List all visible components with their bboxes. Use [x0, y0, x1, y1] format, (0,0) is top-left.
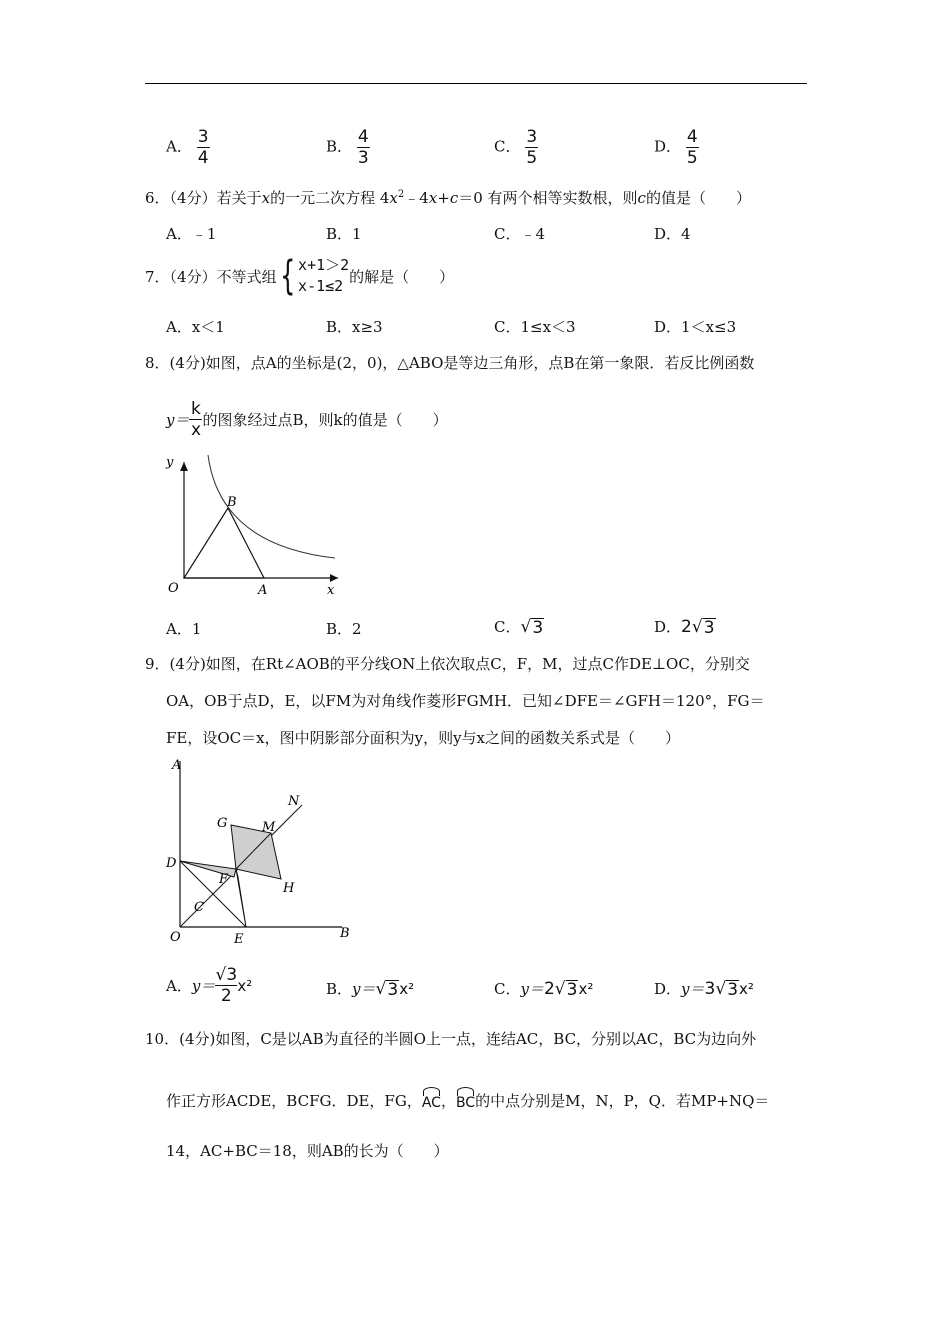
- q8-stem-line2: y＝ $\frac{k}{x}$ 的图象经过点B，则k的值是（ ）: [166, 399, 448, 440]
- arc-ac: AC: [422, 1091, 441, 1111]
- sqrt: √ 3: [375, 978, 399, 1000]
- label-a: A: [172, 758, 182, 773]
- fraction: $\frac{4}{3}$: [357, 127, 369, 168]
- fraction: $\frac{3}{5}$: [526, 127, 538, 168]
- q10-stem-line3: 14，AC+BC＝18，则AB的长为（ ）: [166, 1142, 449, 1160]
- q8-option-a[interactable]: A．1: [166, 620, 202, 638]
- q6-option-d[interactable]: D．4: [654, 225, 691, 243]
- q7-option-d[interactable]: D．1＜x≤3: [654, 318, 737, 336]
- label-d: D: [166, 856, 177, 871]
- q10-stem-line1: 10．(4分)如图，C是以AB为直径的半圆O上一点，连结AC，BC，分别以AC，BC为边向外: [145, 1030, 757, 1048]
- brace: {: [279, 253, 295, 299]
- label-c: C: [194, 900, 204, 915]
- q9-stem-line1: 9．(4分)如图，在Rt∠AOB的平分线ON上依次取点C，F，M，过点C作DE⊥OC，分别交: [145, 655, 750, 673]
- q6-stem: 6．（4分）若关于x的一元二次方程 $4x^2﹣4x+c=0$ 有两个相等实数根，则c的值是（ ）: [145, 189, 751, 207]
- label-e: E: [234, 932, 244, 947]
- sqrt: 3 √ 3: [704, 978, 739, 1000]
- q9-option-c[interactable]: C． y＝ 2 √ 3 x²: [494, 978, 594, 1000]
- q5-option-a[interactable]: A． $\frac{3}{4}$: [166, 127, 209, 168]
- q8-stem-line1: 8．(4分)如图，点A的坐标是(2，0)，△ABO是等边三角形，点B在第一象限．若反比例函数: [145, 354, 755, 372]
- fraction: $\frac{4}{5}$: [686, 127, 698, 168]
- label-b: B: [340, 926, 350, 941]
- header-rule: [145, 83, 807, 84]
- q7-option-c[interactable]: C．1≤x＜3: [494, 318, 576, 336]
- y-axis-arrow: [180, 462, 188, 471]
- sqrt: 2 √ 3: [681, 616, 715, 638]
- label-y: y: [166, 455, 174, 470]
- q6-option-a[interactable]: A．﹣1: [166, 225, 217, 243]
- label-o: O: [170, 930, 181, 945]
- q9-option-b[interactable]: B． y＝ √ 3 x²: [326, 978, 415, 1000]
- inequality-system: x+1＞2 x-1≤2: [298, 256, 350, 295]
- label-x: x: [327, 583, 335, 598]
- label-n: N: [288, 794, 300, 809]
- label-b: B: [227, 495, 237, 510]
- x-axis-arrow: [330, 574, 338, 582]
- label-m: M: [262, 820, 276, 835]
- label-h: H: [283, 881, 295, 896]
- q8-option-d[interactable]: D． 2 √ 3: [654, 616, 715, 638]
- label-a: A: [258, 583, 268, 598]
- q6-option-c[interactable]: C．﹣4: [494, 225, 546, 243]
- triangle-abo: [184, 508, 264, 578]
- q8-option-c[interactable]: C． √ 3: [494, 616, 544, 638]
- label-o: O: [168, 581, 179, 596]
- q5-option-b[interactable]: B． $\frac{4}{3}$: [326, 127, 369, 168]
- sqrt: 2 √ 3: [543, 978, 578, 1000]
- label-f: F: [219, 872, 229, 887]
- fraction: $\frac{k}{x}$: [190, 399, 202, 440]
- q9-figure: [162, 755, 357, 950]
- q8-option-b[interactable]: B．2: [326, 620, 362, 638]
- arc-bc: BC: [456, 1091, 475, 1111]
- q8-figure: [160, 450, 350, 600]
- q7-option-a[interactable]: A．x＜1: [166, 318, 225, 336]
- q5-option-d[interactable]: D． $\frac{4}{5}$: [654, 127, 698, 168]
- label-g: G: [217, 816, 228, 831]
- fraction: $\frac{3}{4}$: [197, 127, 209, 168]
- q6-option-b[interactable]: B．1: [326, 225, 362, 243]
- sqrt: √ 3: [520, 616, 544, 638]
- q10-stem-line2: 作正方形ACDE，BCFG．DE，FG， AC ， BC 的中点分别是M，N，P，Q．若MP+NQ＝: [166, 1092, 770, 1111]
- q9-stem-line2: OA，OB于点D，E，以FM为对角线作菱形FGMH．已知∠DFE＝∠GFH＝120°，FG＝: [166, 692, 765, 710]
- q9-option-a[interactable]: A． y＝ $\frac{√3}{2}$ x²: [166, 965, 253, 1006]
- fraction: $\frac{√3}{2}$: [215, 965, 238, 1006]
- q5-option-c[interactable]: C． $\frac{3}{5}$: [494, 127, 538, 168]
- q9-option-d[interactable]: D． y＝ 3 √ 3 x²: [654, 978, 754, 1000]
- q7-stem: 7．（4分）不等式组 { x+1＞2 x-1≤2 的解是（ ）: [145, 253, 455, 299]
- q7-option-b[interactable]: B．x≥3: [326, 318, 383, 336]
- q9-stem-line3: FE，设OC＝x，图中阴影部分面积为y，则y与x之间的函数关系式是（ ）: [166, 729, 681, 747]
